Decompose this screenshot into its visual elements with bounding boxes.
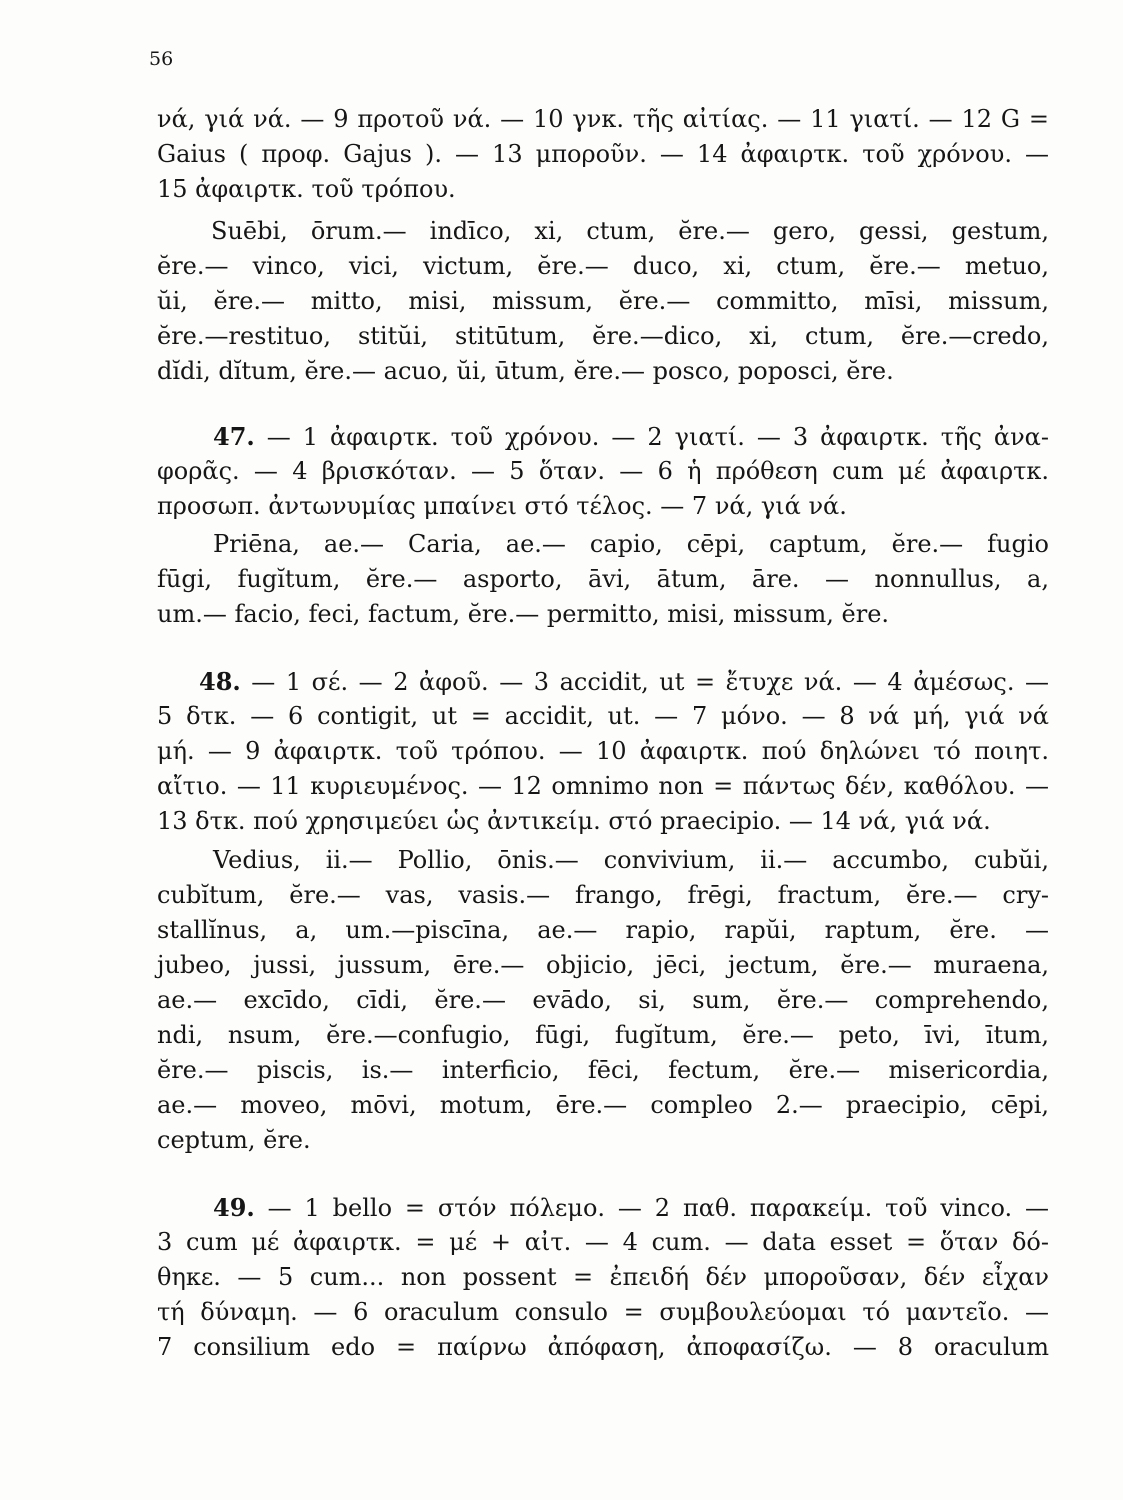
section-49-notes — [157, 1190, 1049, 1365]
text-line: τή δύναμη. — 6 oraculum consulo = συμβουλεύομαι τό μαντεῖο. — — [157, 1298, 1049, 1326]
text-line: ndi, nsum, ĕre.—confugio, fūgi, fugĭtum, ĕre.— peto, īvi, ītum, — [157, 1021, 1049, 1049]
text-line: μή. — 9 ἀφαιρτκ. τοῦ τρόπου. — 10 ἀφαιρτκ. πού δηλώνει τό ποιητ. — [157, 737, 1049, 765]
text-line: jubeo, jussi, jussum, ēre.— objicio, jēci, jectum, ĕre.— muraena, — [157, 951, 1049, 979]
text-line: 48. — 1 σέ. — 2 ἀφοῦ. — 3 accidit, ut = ἔτυχε νά. — 4 ἀμέσως. — — [199, 667, 1049, 696]
text-line: Suēbi, ōrum.— indīco, xi, ctum, ĕre.— gero, gessi, gestum, — [211, 217, 1049, 245]
text-line: ŭi, ĕre.— mitto, misi, missum, ĕre.— committo, mīsi, missum, — [157, 287, 1049, 315]
vocabulary-paragraph — [157, 214, 1049, 389]
text-line: νά, γιά νά. — 9 προτοῦ νά. — 10 γνκ. τῆς αἰτίας. — 11 γιατί. — 12 G = — [157, 105, 1049, 133]
section-number: 49. — [213, 1193, 255, 1222]
text-line: ĕre.— piscis, is.— interficio, fēci, fectum, ĕre.— misericordia, — [157, 1056, 1049, 1084]
text-line: 3 cum μέ ἀφαιρτκ. = μέ + αἰτ. — 4 cum. — data esset = ὅταν δό- — [157, 1228, 1049, 1256]
text-line: ceptum, ĕre. — [157, 1126, 311, 1154]
text-line: cubĭtum, ĕre.— vas, vasis.— frango, frēgi, fractum, ĕre.— cry- — [157, 881, 1049, 909]
text-line: ĕre.— vinco, vici, victum, ĕre.— duco, xi, ctum, ĕre.— metuo, — [157, 252, 1049, 280]
text-line: 5 δτκ. — 6 contigit, ut = accidit, ut. — 7 μόνο. — 8 νά μή, γιά νά — [157, 702, 1049, 730]
text-line: φορᾶς. — 4 βρισκόταν. — 5 ὅταν. — 6 ἡ πρόθεση cum μέ ἀφαιρτκ. — [157, 457, 1049, 485]
text-line: 13 δτκ. πού χρησιμεύει ὡς ἀντικείμ. στό praecipio. — 14 νά, γιά νά. — [157, 807, 991, 835]
page-number: 56 — [149, 48, 174, 70]
text-line: Vedius, ii.— Pollio, ōnis.— convivium, ii.— accumbo, cubŭi, — [213, 846, 1049, 874]
section-47-notes — [157, 419, 1049, 524]
text-line: fūgi, fugĭtum, ĕre.— asporto, āvi, ātum, āre. — nonnullus, a, — [157, 565, 1049, 593]
text-line: 47. — 1 ἀφαιρτκ. τοῦ χρόνου. — 2 γιατί. — 3 ἀφαιρτκ. τῆς ἀνα- — [213, 422, 1049, 451]
section-48-vocabulary — [157, 843, 1049, 1158]
text-line: ĕre.—restituo, stitŭi, stitūtum, ĕre.—dico, xi, ctum, ĕre.—credo, — [157, 322, 1049, 350]
text-line: προσωπ. ἀντωνυμίας μπαίνει στό τέλος. — 7 νά, γιά νά. — [157, 492, 847, 520]
section-47-vocabulary — [157, 527, 1049, 632]
paragraph-continuation — [157, 102, 1049, 207]
section-48-notes — [157, 664, 1049, 839]
section-number: 47. — [213, 422, 255, 451]
text-line: stallĭnus, a, um.—piscīna, ae.— rapio, rapŭi, raptum, ĕre. — — [157, 916, 1049, 944]
text-line: ae.— moveo, mōvi, motum, ēre.— compleo 2.— praecipio, cēpi, — [157, 1091, 1049, 1119]
text-line: um.— facio, feci, factum, ĕre.— permitto, misi, missum, ĕre. — [157, 600, 890, 628]
text-line: αἴτιο. — 11 κυριευμένος. — 12 omnimo non = πάντως δέν, καθόλου. — — [157, 772, 1049, 800]
text-line: 15 ἀφαιρτκ. τοῦ τρόπου. — [157, 175, 456, 203]
text-line: dĭdi, dĭtum, ĕre.— acuo, ŭi, ūtum, ĕre.— posco, poposci, ĕre. — [157, 357, 894, 385]
text-line: Gaius ( προφ. Gajus ). — 13 μποροῦν. — 14 ἀφαιρτκ. τοῦ χρόνου. — — [157, 140, 1049, 168]
text-line: 7 consilium edo = παίρνω ἀπόφαση, ἀποφασίζω. — 8 oraculum — [157, 1333, 1049, 1361]
text-line: Priēna, ae.— Caria, ae.— capio, cēpi, captum, ĕre.— fugio — [213, 530, 1049, 558]
text-line: ae.— excīdo, cīdi, ĕre.— evādo, si, sum, ĕre.— comprehendo, — [157, 986, 1049, 1014]
section-number: 48. — [199, 667, 241, 696]
text-line: θηκε. — 5 cum... non possent = ἐπειδή δέν μποροῦσαν, δέν εἶχαν — [157, 1263, 1049, 1291]
text-line: 49. — 1 bello = στόν πόλεμο. — 2 παθ. παρακείμ. τοῦ vinco. — — [213, 1193, 1049, 1222]
